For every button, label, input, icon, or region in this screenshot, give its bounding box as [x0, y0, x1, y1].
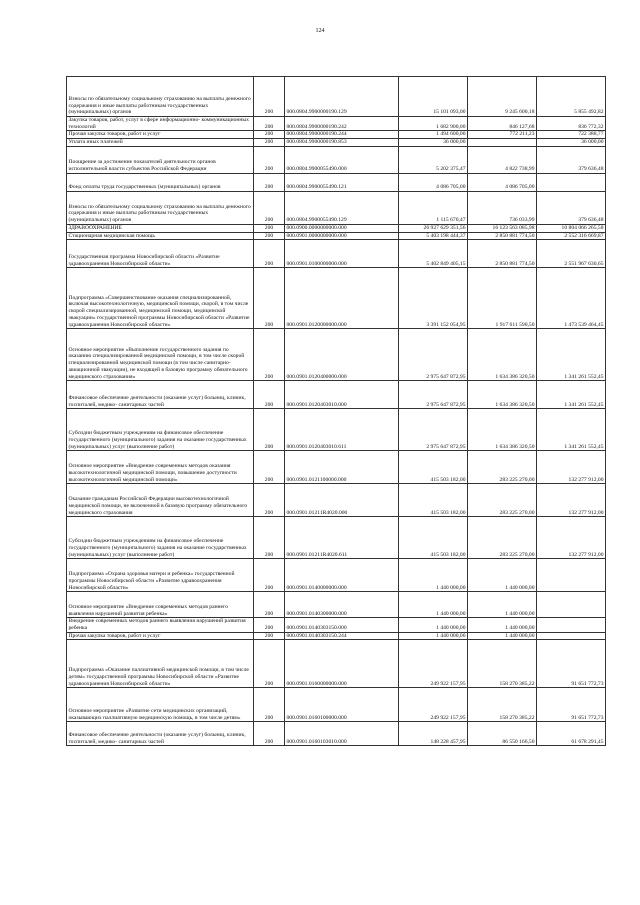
row-approved-cell: 415 503 182,00: [399, 517, 468, 559]
row-remaining-cell: 10 804 066 265,58: [537, 224, 606, 232]
row-approved-cell: 1 682 900,00: [399, 117, 468, 131]
row-kbk-cell: 000.0804.9900055490.000: [285, 146, 399, 173]
table-row: [67, 517, 606, 559]
row-code-cell: 200: [254, 173, 285, 191]
row-approved-cell: 26 927 629 351,56: [399, 224, 468, 232]
row-code-cell: 200: [254, 559, 285, 592]
row-code-cell: 200: [254, 409, 285, 451]
row-executed-cell: 283 225 270,00: [468, 484, 537, 517]
row-remaining-cell: [537, 173, 606, 191]
row-remaining-cell: 722 388,77: [537, 131, 606, 139]
table-row: [67, 240, 606, 268]
row-remaining-cell: 132 277 912,00: [537, 517, 606, 559]
row-executed-cell: 1 917 611 590,50: [468, 268, 537, 329]
row-remaining-cell: 379 636,48: [537, 146, 606, 173]
row-approved-cell: 1 440 000,00: [399, 618, 468, 632]
row-executed-cell: 1 440 000,00: [468, 632, 537, 640]
row-executed-cell: 9 245 600,18: [468, 77, 537, 117]
row-remaining-cell: [537, 559, 606, 592]
row-kbk-cell: 000.0901.0000000000.000: [285, 232, 399, 240]
row-executed-cell: 736 033,99: [468, 191, 537, 224]
row-approved-cell: 1 440 000,00: [399, 559, 468, 592]
row-code-cell: 200: [254, 131, 285, 139]
row-code-cell: 200: [254, 146, 285, 173]
table-row: [67, 232, 606, 240]
row-approved-cell: 415 503 182,00: [399, 484, 468, 517]
row-executed-cell: 1 440 000,00: [468, 559, 537, 592]
row-approved-cell: 1 440 000,00: [399, 632, 468, 640]
row-name-cell: Внедрение современных методов раннего выявления нарушений развития ребенка: [67, 618, 254, 632]
row-executed-cell: 16 123 563 085,98: [468, 224, 537, 232]
row-name-cell: Подпрограмма «Совершенствование оказания специализированной, включая высокотехнологичную, медицинской помощи, скорой, в том числе скорой специализированной, медицинской помощи, медицинской эвакуации» государственной программы Новосибирской области «Развитие здравоохранения Новосибирской области»: [67, 268, 254, 329]
table-row: [67, 484, 606, 517]
row-kbk-cell: 000.0901.0160103010.000: [285, 722, 399, 746]
table-row: [67, 688, 606, 722]
row-executed-cell: 158 270 385,22: [468, 688, 537, 722]
row-name-cell: Основное мероприятие «Выполнение государственного задания по оказанию специализированной медицинской помощи, в том числе скорой специализированной медицинской помощи (в том числе санитарно-авиационной эвакуации), не входящей в базовую программу обязательного медицинского страхования»: [67, 329, 254, 381]
row-kbk-cell: 000.0901.0120403010.611: [285, 409, 399, 451]
row-code-cell: 200: [254, 268, 285, 329]
row-approved-cell: 4 086 705,00: [399, 173, 468, 191]
row-remaining-cell: 36 000,00: [537, 139, 606, 147]
row-remaining-cell: 1 341 261 552,45: [537, 381, 606, 409]
row-code-cell: 200: [254, 240, 285, 268]
row-executed-cell: 1 440 000,00: [468, 592, 537, 618]
row-kbk-cell: 000.0804.9900000190.129: [285, 77, 399, 117]
row-kbk-cell: 000.0901.0120400000.000: [285, 329, 399, 381]
row-code-cell: 200: [254, 329, 285, 381]
page-number: 124: [315, 28, 325, 34]
row-name-cell: Подпрограмма «Охрана здоровья матери и ребенка» государственной программы Новосибирской области «Развитие здравоохранения Новосибирской области»: [67, 559, 254, 592]
row-approved-cell: 1 440 000,00: [399, 592, 468, 618]
table-row: [67, 559, 606, 592]
row-code-cell: 200: [254, 77, 285, 117]
row-executed-cell: 2 850 881 774,50: [468, 240, 537, 268]
row-remaining-cell: 1 341 261 552,45: [537, 409, 606, 451]
table-row: [67, 173, 606, 191]
row-executed-cell: 846 127,68: [468, 117, 537, 131]
row-executed-cell: 1 440 000,00: [468, 618, 537, 632]
table-row: [67, 117, 606, 131]
row-kbk-cell: 000.0901.0120000000.000: [285, 268, 399, 329]
row-remaining-cell: 61 678 291,45: [537, 722, 606, 746]
row-code-cell: 200: [254, 592, 285, 618]
row-kbk-cell: 000.0901.0140303150.244: [285, 632, 399, 640]
row-name-cell: Подпрограмма «Оказание паллиативной медицинской помощи, в том числе детям» государственной программы Новосибирской области «Развитие здравоохранения Новосибирской области»: [67, 640, 254, 688]
row-executed-cell: 4 822 738,99: [468, 146, 537, 173]
row-remaining-cell: [537, 618, 606, 632]
row-kbk-cell: 000.0804.9900000190.242: [285, 117, 399, 131]
row-name-cell: Стационарная медицинская помощь: [67, 232, 254, 240]
table-row: [67, 381, 606, 409]
row-executed-cell: 4 086 705,00: [468, 173, 537, 191]
table-row: [67, 592, 606, 618]
row-remaining-cell: 132 277 912,00: [537, 451, 606, 484]
row-kbk-cell: 000.0804.9900000190.244: [285, 131, 399, 139]
row-kbk-cell: 000.0804.9900000190.853: [285, 139, 399, 147]
row-kbk-cell: 000.0804.9900055490.121: [285, 173, 399, 191]
row-name-cell: Закупка товаров, работ, услуг в сфере информационно- коммуникационных технологий: [67, 117, 254, 131]
row-name-cell: Основное мероприятие «Развитие сети медицинских организаций, оказывающих паллиативную медицинскую помощь, в том числе детям»: [67, 688, 254, 722]
row-kbk-cell: 000.0901.0100000000.000: [285, 240, 399, 268]
row-executed-cell: 1 634 386 320,50: [468, 381, 537, 409]
row-approved-cell: 5 403 198 444,37: [399, 232, 468, 240]
table-row: [67, 131, 606, 139]
table-body: [67, 77, 606, 746]
row-executed-cell: 283 225 270,00: [468, 451, 537, 484]
row-kbk-cell: 000.0804.9900055490.129: [285, 191, 399, 224]
row-code-cell: 200: [254, 224, 285, 232]
row-code-cell: 200: [254, 232, 285, 240]
table-row: [67, 268, 606, 329]
row-approved-cell: 1 494 600,00: [399, 131, 468, 139]
row-code-cell: 200: [254, 722, 285, 746]
row-remaining-cell: 5 855 492,82: [537, 77, 606, 117]
row-remaining-cell: 91 651 772,73: [537, 688, 606, 722]
row-code-cell: 200: [254, 381, 285, 409]
row-kbk-cell: 000.0901.0140000000.000: [285, 559, 399, 592]
row-code-cell: 200: [254, 632, 285, 640]
row-code-cell: 200: [254, 451, 285, 484]
row-name-cell: Прочая закупка товаров, работ и услуг: [67, 632, 254, 640]
row-approved-cell: 1 115 670,47: [399, 191, 468, 224]
row-kbk-cell: 000.0901.0140303150.000: [285, 618, 399, 632]
row-name-cell: Фонд оплаты труда государственных (муниципальных) органов: [67, 173, 254, 191]
row-approved-cell: 148 228 457,95: [399, 722, 468, 746]
table-row: [67, 640, 606, 688]
row-name-cell: Финансовое обеспечение деятельности (оказание услуг) больниц, клиник, госпиталей, медико- санитарных частей: [67, 381, 254, 409]
row-remaining-cell: 1 341 261 552,45: [537, 329, 606, 381]
row-approved-cell: 249 922 157,95: [399, 640, 468, 688]
row-approved-cell: 415 503 182,00: [399, 451, 468, 484]
row-kbk-cell: 000.0901.01211R4020.611: [285, 517, 399, 559]
row-name-cell: Основное мероприятие «Внедрение современных методов раннего выявления нарушений развития ребенка»: [67, 592, 254, 618]
row-name-cell: Прочая закупка товаров, работ и услуг: [67, 131, 254, 139]
row-executed-cell: [468, 139, 537, 147]
row-remaining-cell: 836 772,32: [537, 117, 606, 131]
row-kbk-cell: 000.0901.0121100000.000: [285, 451, 399, 484]
table-row: [67, 77, 606, 117]
row-remaining-cell: 1 473 539 464,45: [537, 268, 606, 329]
row-approved-cell: 15 101 093,00: [399, 77, 468, 117]
row-executed-cell: 1 634 386 320,50: [468, 329, 537, 381]
row-executed-cell: 2 850 881 774,50: [468, 232, 537, 240]
row-kbk-cell: 000.0901.0160100000.000: [285, 688, 399, 722]
row-kbk-cell: 000.0900.0000000000.000: [285, 224, 399, 232]
row-approved-cell: 2 975 647 872,95: [399, 381, 468, 409]
row-name-cell: Взносы по обязательному социальному страхованию на выплаты денежного содержания и иные выплаты работникам государственных (муниципальных) органов: [67, 77, 254, 117]
row-name-cell: Поощрение за достижение показателей деятельности органов исполнительной власти субъектов Российской Федерации: [67, 146, 254, 173]
row-remaining-cell: 2 552 316 669,87: [537, 232, 606, 240]
budget-execution-table: [66, 76, 606, 746]
row-code-cell: 200: [254, 484, 285, 517]
row-executed-cell: 86 550 166,50: [468, 722, 537, 746]
table-row: [67, 329, 606, 381]
row-kbk-cell: 000.0901.01211R4020.000: [285, 484, 399, 517]
row-name-cell: Государственная программа Новосибирской области «Развитие здравоохранения Новосибирской области»: [67, 240, 254, 268]
row-executed-cell: 158 270 385,22: [468, 640, 537, 688]
row-code-cell: 200: [254, 117, 285, 131]
row-executed-cell: 283 225 270,00: [468, 517, 537, 559]
row-approved-cell: 5 202 375,47: [399, 146, 468, 173]
row-remaining-cell: [537, 592, 606, 618]
row-name-cell: Субсидии бюджетным учреждениям на финансовое обеспечение государственного (муниципального) задания на оказание государственных (муниципальных) услуг (выполнение работ): [67, 517, 254, 559]
row-approved-cell: 249 922 157,95: [399, 688, 468, 722]
row-approved-cell: 5 402 849 405,15: [399, 240, 468, 268]
row-name-cell: Субсидии бюджетным учреждениям на финансовое обеспечение государственного (муниципального) задания на оказание государственных (муниципальных) услуг (выполнение работ): [67, 409, 254, 451]
row-kbk-cell: 000.0901.0120403010.000: [285, 381, 399, 409]
row-remaining-cell: 91 651 772,73: [537, 640, 606, 688]
row-kbk-cell: 000.0901.0160000000.000: [285, 640, 399, 688]
row-code-cell: 200: [254, 517, 285, 559]
row-executed-cell: 772 211,23: [468, 131, 537, 139]
table-row: [67, 224, 606, 232]
table-row: [67, 146, 606, 173]
row-approved-cell: 2 975 647 872,95: [399, 329, 468, 381]
row-kbk-cell: 000.0901.0140300000.000: [285, 592, 399, 618]
row-name-cell: ЗДРАВООХРАНЕНИЕ: [67, 224, 254, 232]
row-approved-cell: 3 391 152 054,95: [399, 268, 468, 329]
row-name-cell: Взносы по обязательному социальному страхованию на выплаты денежного содержания и иные выплаты работникам государственных (муниципальных) органов: [67, 191, 254, 224]
table-row: [67, 722, 606, 746]
row-name-cell: Оказание гражданам Российской Федерации высокотехнологичной медицинской помощи, не включенной в базовую программу обязательного медицинского страхования: [67, 484, 254, 517]
table-row: [67, 632, 606, 640]
row-remaining-cell: 2 551 967 630,65: [537, 240, 606, 268]
row-code-cell: 200: [254, 688, 285, 722]
row-remaining-cell: [537, 632, 606, 640]
table-row: [67, 451, 606, 484]
row-approved-cell: 2 975 647 872,95: [399, 409, 468, 451]
row-remaining-cell: 132 277 912,00: [537, 484, 606, 517]
row-code-cell: 200: [254, 618, 285, 632]
table-row: [67, 139, 606, 147]
row-code-cell: 200: [254, 191, 285, 224]
row-name-cell: Уплата иных платежей: [67, 139, 254, 147]
row-code-cell: 200: [254, 139, 285, 147]
row-remaining-cell: 379 636,48: [537, 191, 606, 224]
table-row: [67, 618, 606, 632]
row-approved-cell: 36 000,00: [399, 139, 468, 147]
row-name-cell: Основное мероприятие «Внедрение современных методов оказания высокотехнологичной медицинской помощи, повышение доступности высокотехнологичной медицинской помощи»: [67, 451, 254, 484]
row-executed-cell: 1 634 386 320,50: [468, 409, 537, 451]
row-code-cell: 200: [254, 640, 285, 688]
table-row: [67, 409, 606, 451]
table-row: [67, 191, 606, 224]
row-name-cell: Финансовое обеспечение деятельности (оказание услуг) больниц, клиник, госпиталей, медико- санитарных частей: [67, 722, 254, 746]
